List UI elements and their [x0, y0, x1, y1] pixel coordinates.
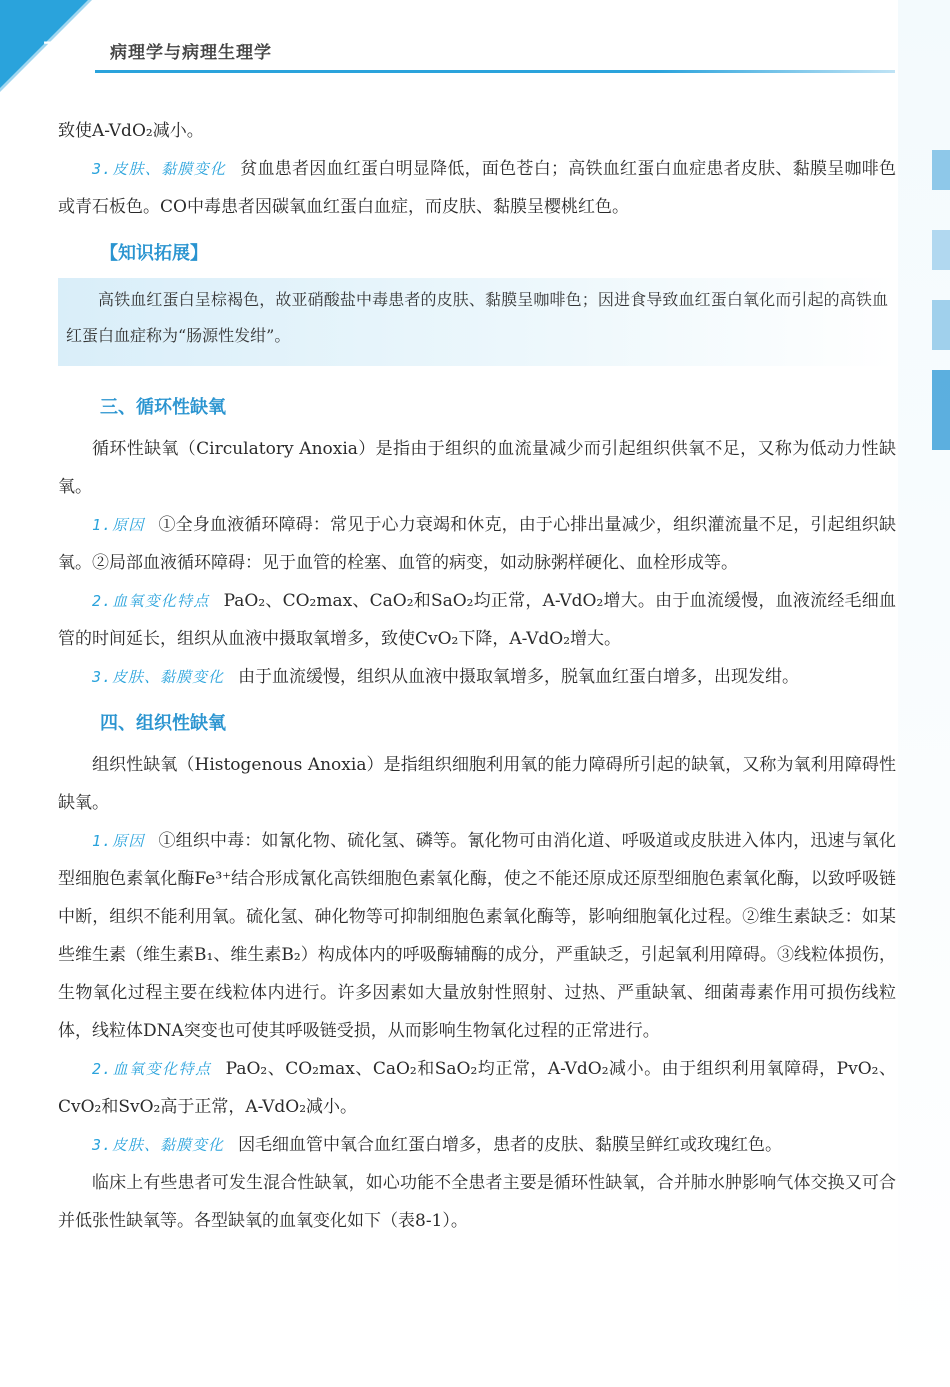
paragraph: 致使A-VdO₂减小。 — [58, 121, 204, 141]
paragraph — [58, 822, 896, 1050]
section-heading: 四、组织性缺氧 — [100, 713, 226, 734]
paragraph — [58, 150, 896, 226]
paragraph — [58, 1050, 896, 1126]
subheading-label: 2.血氧变化特点 — [92, 592, 210, 610]
subheading-label: 3.皮肤、黏膜变化 — [92, 1136, 225, 1154]
chapter-tab — [932, 230, 950, 270]
book-title: 病理学与病理生理学 — [110, 43, 272, 63]
page-number: 78 — [43, 38, 66, 57]
paragraph-text: 贫血患者因血红蛋白明显降低，面色苍白；高铁血红蛋白血症患者皮肤、黏膜呈咖啡色或青石板色。CO中毒患者因碳氧血红蛋白血症，而皮肤、黏膜呈樱桃红色。 — [58, 159, 897, 217]
subheading-label: 2.血氧变化特点 — [92, 1060, 212, 1078]
right-margin-strip — [898, 0, 950, 1387]
subheading-label: 3.皮肤、黏膜变化 — [92, 668, 225, 686]
page-header — [0, 0, 950, 92]
paragraph — [58, 1126, 896, 1164]
paragraph-text: 因毛细血管中氧合血红蛋白增多，患者的皮肤、黏膜呈鲜红或玫瑰红色。 — [238, 1135, 783, 1155]
paragraph: 临床上有些患者可发生混合性缺氧，如心功能不全患者主要是循环性缺氧，合并肺水肿影响气体交换又可合并低张性缺氧等。各型缺氧的血氧变化如下（表8-1）。 — [58, 1173, 896, 1231]
knowledge-extension-box — [58, 278, 896, 366]
paragraph-text: ①全身血液循环障碍：常见于心力衰竭和休克，由于心排出量减少，组织灌流量不足，引起组织缺氧。②局部血液循环障碍：见于血管的栓塞、血管的病变，如动脉粥样硬化、血栓形成等。 — [58, 515, 897, 573]
paragraph-text: PaO₂、CO₂max、CaO₂和SaO₂均正常，A-VdO₂增大。由于血流缓慢，血液流经毛细血管的时间延长，组织从血液中摄取氧增多，致使CvO₂下降，A-VdO₂增大。 — [58, 591, 896, 649]
paragraph-text: ①组织中毒：如氰化物、硫化氢、磷等。氰化物可由消化道、呼吸道或皮肤进入体内，迅速与氧化型细胞色素氧化酶Fe³⁺结合形成氰化高铁细胞色素氧化酶，使之不能还原成还原型细胞色素氧化酶，以致呼吸链中断，组织不能利用氧。硫化氢、砷化物等可抑制细胞色素氧化酶等，影响细胞氧化过程。②维生素缺乏：如某些维生素（维生素B₁、维生素B₂）构成体内的呼吸酶辅酶的成分，严重缺乏，引起氧利用障碍。③线粒体损伤，生物氧化过程主要在线粒体内进行。许多因素如大量放射性照射、过热、严重缺氧、细菌毒素作用可损伤线粒体，线粒体DNA突变也可使其呼吸链受损，从而影响生物氧化过程的正常进行。 — [58, 831, 897, 1041]
paragraph-text: 由于血流缓慢，组织从血液中摄取氧增多，脱氧血红蛋白增多，出现发绀。 — [238, 667, 800, 687]
paragraph: 组织性缺氧（Histogenous Anoxia）是指组织细胞利用氧的能力障碍所引起的缺氧，又称为氧利用障碍性缺氧。 — [58, 755, 896, 813]
paragraph — [58, 658, 896, 696]
knowledge-extension-title: 【知识拓展】 — [100, 243, 208, 264]
section-heading: 三、循环性缺氧 — [100, 397, 226, 418]
header-rule — [95, 70, 895, 73]
paragraph-text: PaO₂、CO₂max、CaO₂和SaO₂均正常，A-VdO₂减小。由于组织利用氧障碍，PvO₂、CvO₂和SvO₂高于正常，A-VdO₂减小。 — [58, 1059, 896, 1117]
chapter-tab — [932, 300, 950, 350]
knowledge-extension-text: 高铁血红蛋白呈棕褐色，故亚硝酸盐中毒患者的皮肤、黏膜呈咖啡色；因进食导致血红蛋白氧化而引起的高铁血红蛋白血症称为“肠源性发绀”。 — [66, 290, 888, 345]
chapter-tab — [932, 370, 950, 450]
chapter-tab — [932, 150, 950, 190]
subheading-label: 3.皮肤、黏膜变化 — [92, 160, 227, 178]
page-body — [58, 112, 896, 1240]
subheading-label: 1.原因 — [92, 516, 145, 534]
paragraph: 循环性缺氧（Circulatory Anoxia）是指由于组织的血流量减少而引起组织供氧不足，又称为低动力性缺氧。 — [58, 439, 896, 497]
paragraph — [58, 582, 896, 658]
paragraph — [58, 506, 896, 582]
subheading-label: 1.原因 — [92, 832, 145, 850]
